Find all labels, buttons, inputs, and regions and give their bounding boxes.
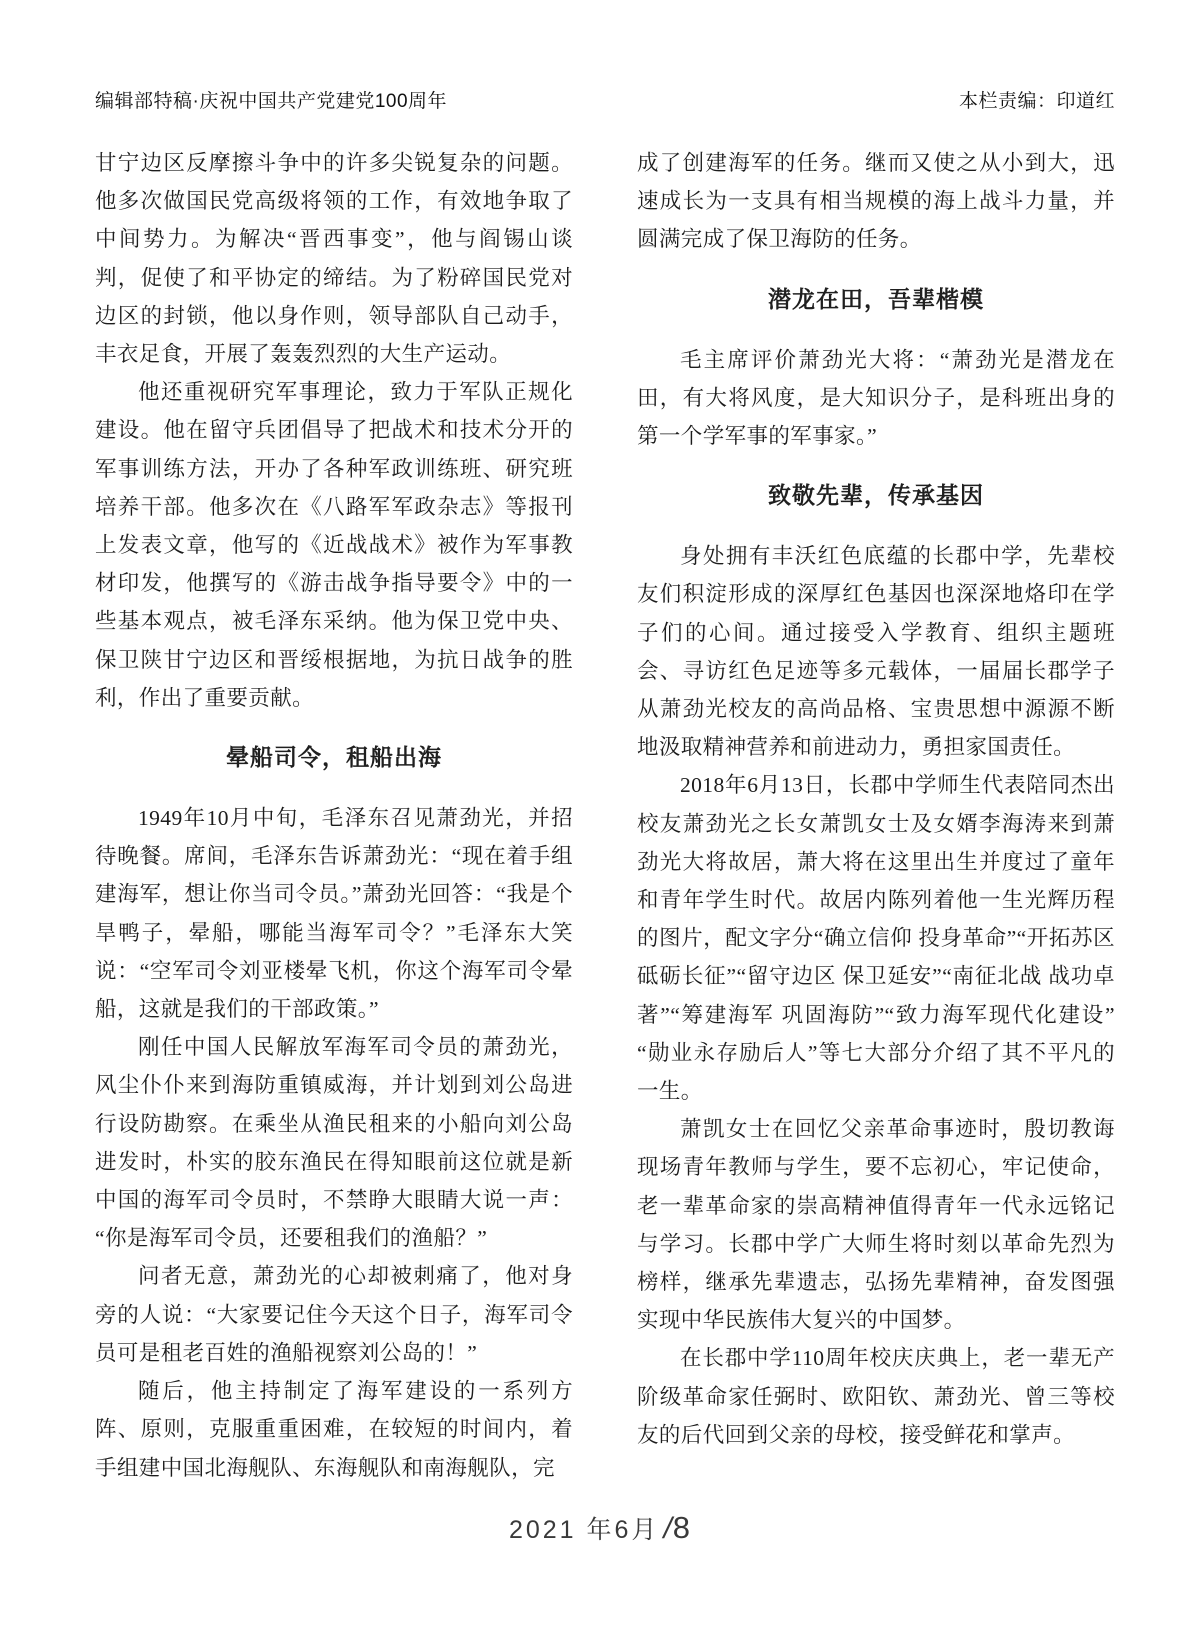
paragraph: 随后，他主持制定了海军建设的一系列方阵、原则，克服重重困难，在较短的时间内，着手组建中国北海舰队、东海舰队和南海舰队，完 bbox=[95, 1379, 573, 1480]
footer-page-number: 8 bbox=[672, 1510, 692, 1545]
paragraph: 1949年10月中旬，毛泽东召见萧劲光，并招待晚餐。席间，毛泽东告诉萧劲光：“现在着手组建海军，想让你当司令员。”萧劲光回答：“我是个旱鸭子，晕船，哪能当海军司令？”毛泽东大笑说：“空军司令刘亚楼晕飞机，你这个海军司令晕船，这就是我们的干部政策。” bbox=[95, 806, 573, 1022]
paragraph: 萧凯女士在回忆父亲革命事迹时，殷切教诲现场青年教师与学生，要不忘初心，牢记使命，老一辈革命家的崇高精神值得青年一代永远铭记与学习。长郡中学广大师生将时刻以革命先烈为榜样，继承先辈遗志，弘扬先辈精神，奋发图强实现中华民族伟大复兴的中国梦。 bbox=[637, 1117, 1115, 1333]
right-column bbox=[637, 144, 1115, 1487]
paragraph: 身处拥有丰沃红色底蕴的长郡中学，先辈校友们积淀形成的深厚红色基因也深深地烙印在学子们的心间。通过接受入学教育、组织主题班会、寻访红色足迹等多元载体，一届届长郡学子从萧劲光校友的高尚品格、宝贵思想中源源不断地汲取精神营养和前进动力，勇担家国责任。 bbox=[637, 544, 1115, 760]
paragraph: 2018年6月13日，长郡中学师生代表陪同杰出校友萧劲光之长女萧凯女士及女婿李海涛来到萧劲光大将故居，萧大将在这里出生并度过了童年和青年学生时代。故居内陈列着他一生光辉历程的图片，配文字分“确立信仰 投身革命”“开拓苏区 砥砺长征”“留守边区 保卫延安”“南征北战 战功卓著”“筹建海军 巩固海防”“致力海军现代化建设”“勋业永存励后人”等七大部分介绍了其不平凡的一生。 bbox=[637, 773, 1115, 1104]
paragraph: 毛主席评价萧劲光大将：“萧劲光是潜龙在田，有大将风度，是大知识分子，是科班出身的第一个学军事的军事家。” bbox=[637, 347, 1115, 449]
footer-slash: / bbox=[663, 1512, 672, 1545]
section-heading-qianlong: 潜龙在田，吾辈楷模 bbox=[768, 285, 984, 312]
paragraph: 问者无意，萧劲光的心却被刺痛了，他对身旁的人说：“大家要记住今天这个日子，海军司令员可是租老百姓的渔船视察刘公岛的！” bbox=[95, 1264, 573, 1365]
paragraph: 成了创建海军的任务。继而又使之从小到大，迅速成长为一支具有相当规模的海上战斗力量，并圆满完成了保卫海防的任务。 bbox=[637, 151, 1115, 252]
section-heading-yunchuan: 晕船司令，租船出海 bbox=[226, 744, 442, 771]
paragraph: 在长郡中学110周年校庆庆典上，老一辈无产阶级革命家任弼时、欧阳钦、萧劲光、曾三等校友的后代回到父亲的母校，接受鲜花和掌声。 bbox=[637, 1346, 1115, 1447]
page-header bbox=[95, 90, 1115, 114]
article-columns bbox=[95, 144, 1115, 1487]
footer-date: 2021 年6月 bbox=[508, 1516, 660, 1544]
paragraph: 甘宁边区反摩擦斗争中的许多尖锐复杂的问题。他多次做国民党高级将领的工作，有效地争取了中间势力。为解决“晋西事变”，他与阎锡山谈判，促使了和平协定的缔结。为了粉碎国民党对边区的封锁，他以身作则，领导部队自己动手，丰衣足食，开展了轰轰烈烈的大生产运动。 bbox=[95, 151, 573, 367]
header-right-label: 本栏责编：印道红 bbox=[958, 91, 1115, 112]
left-column bbox=[95, 144, 573, 1487]
header-left-label: 编辑部特稿·庆祝中国共产党建党100周年 bbox=[95, 91, 448, 112]
paragraph: 刚任中国人民解放军海军司令员的萧劲光，风尘仆仆来到海防重镇威海，并计划到刘公岛进行设防勘察。在乘坐从渔民租来的小船向刘公岛进发时，朴实的胶东渔民在得知眼前这位就是新中国的海军司令员时，不禁睁大眼睛大说一声：“你是海军司令员，还要租我们的渔船？” bbox=[95, 1035, 573, 1251]
page-footer bbox=[0, 1510, 1200, 1546]
section-heading-zhijing: 致敬先辈，传承基因 bbox=[768, 482, 984, 509]
paragraph: 他还重视研究军事理论，致力于军队正规化建设。他在留守兵团倡导了把战术和技术分开的军事训练方法，开办了各种军政训练班、研究班培养干部。他多次在《八路军军政杂志》等报刊上发表文章，他写的《近战战术》被作为军事教材印发，他撰写的《游击战争指导要令》中的一些基本观点，被毛泽东采纳。他为保卫党中央、保卫陕甘宁边区和晋绥根据地，为抗日战争的胜利，作出了重要贡献。 bbox=[95, 380, 573, 710]
